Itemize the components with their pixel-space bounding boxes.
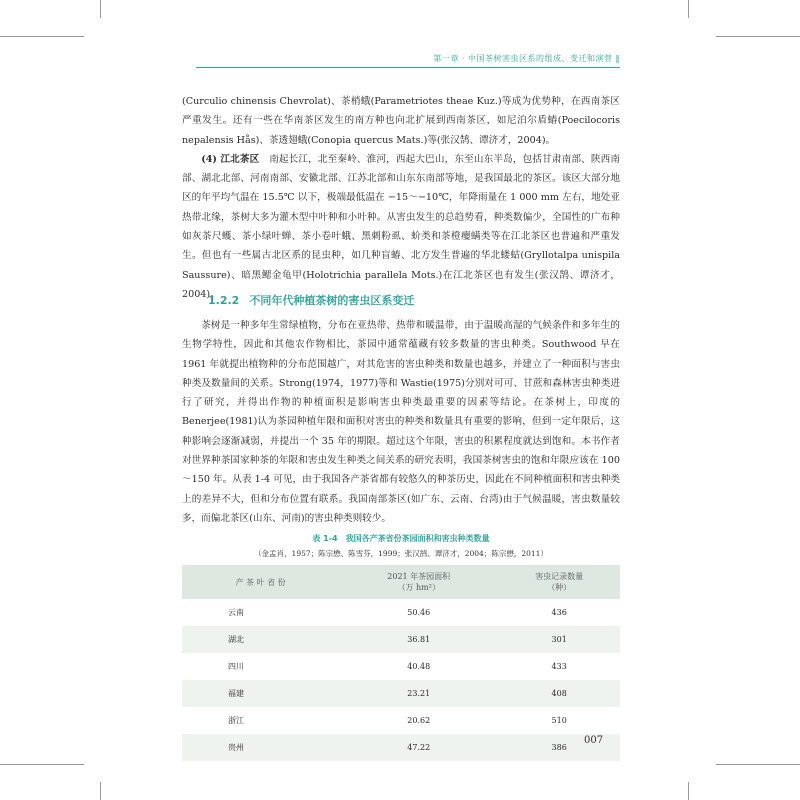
cell-area: 47.22 [407, 743, 431, 752]
paragraph-1: (Curculio chinensis Chevrolat)、茶梢蛾(Parametriotes theae Kuz.)等成为优势种，在西南茶区严重发生。还有一些在华南茶区发生的南方种也向北扩展到西南茶区，如尼泊尔盾蝽(Poecilocoris nepalensis Hås)、茶透翅蛾(Conopia quercus Mats.)等(张汉鹄、谭济才，2004)。 [182, 96, 620, 146]
header-area-unit: （万 hm²） [397, 583, 440, 592]
header-province: 产 茶 叶 省 份 [235, 577, 286, 587]
cell-province: 浙江 [228, 716, 244, 725]
section-heading [208, 292, 414, 308]
cell-pests: 510 [551, 716, 567, 725]
table-row [182, 626, 620, 653]
region-label: (4) 江北茶区 [201, 153, 260, 165]
crop-mark [688, 782, 689, 800]
header-pests [498, 565, 620, 599]
crop-mark [0, 764, 84, 765]
crop-mark [716, 36, 800, 37]
section-title: 不同年代种植茶树的害虫区系变迁 [249, 294, 415, 307]
page-number: 007 [584, 735, 604, 746]
header-pests-label: 害虫记录数量 [535, 572, 584, 581]
header-area-label: 2021 年茶园面积 [387, 572, 451, 581]
cell-province: 湖北 [228, 635, 244, 644]
section-number: 1.2.2 [208, 294, 240, 307]
pest-table [182, 565, 620, 761]
crop-mark [688, 0, 689, 18]
body-block-top [182, 92, 620, 304]
cell-pests: 301 [551, 635, 567, 644]
paragraph-3: 茶树是一种多年生常绿植物，分布在亚热带、热带和暖温带，由于温暖高湿的气候条件和多年生的生物学特性，因此和其他农作物相比，茶园中通常蕴藏有较多数量的害虫种类。Southwood 早在 1961 年就提出植物种的分布范围越广，对其危害的害虫种类和数量也越多，并建立了一种面积与害虫种类及数量间的关系。Strong(1974，1977)等和 Wastie(1975)分别对可可、甘蔗和森林害虫种类进行了研究，并得出作物的种植面积是影响害虫种类最重要的因素等结论。在茶树上，印度的 Benerjee(1981)认为茶园种植年限和面积对害虫的种类和数量具有重要的影响，但到一定年限后，这种影响会逐渐减弱，并提出一个 35 年的期限。超过这个年限，害虫的积累程度就达到饱和。本书作者对世界种茶国家种茶的年限和害虫发生种类之间关系的研究表明，我国茶树害虫的饱和年限应该在 100～150 年。从表 1-4 可见，由于我国各产茶省都有较悠久的种茶历史，因此在不同种植面积和害虫种类上的差异不大，但和分布位置有联系。我国南部茶区(如广东、云南、台湾)由于气候温暖，害虫数量较多，而偏北茶区(山东、河南)的害虫种类则较少。 [182, 320, 620, 524]
crop-mark [100, 782, 101, 800]
table-header-row [182, 565, 620, 599]
cell-pests: 386 [551, 743, 567, 752]
cell-area: 36.81 [407, 635, 431, 644]
cell-pests: 408 [551, 689, 567, 698]
cell-pests: 433 [551, 662, 567, 671]
table-caption: 表 1-4 我国各产茶省份茶园面积和害虫种类数量 [312, 534, 490, 543]
table-row [182, 653, 620, 680]
table-row [182, 680, 620, 707]
paragraph-2-text: 南起长江，北至秦岭、淮河，西起大巴山，东至山东半岛，包括甘肃南部、陕西南部、湖北北部、河南南部、安徽北部、江苏北部和山东东南部等地，是我国最北的茶区。该区大部分地区的年平均气温在 15.5℃ 以下，极端最低温在 −15～−10℃，年降雨量在 1 000 mm 左右，地处亚热带北缘，茶树大多为灌木型中叶种和小叶种。从害虫发生的总趋势看，种类数偏少，全国性的广布种如灰茶尺蠖、茶小绿叶蝉、茶小卷叶蛾、黑刺粉虱、蚧类和茶橙瘿螨类等在江北茶区也普遍和严重发生。但也有一些属古北区系的昆虫种，如几种盲蝽、北方发生普遍的华北蝼蛄(Gryllotalpa unispila Saussure)、暗黑鳃金龟甲(Holotrichia parallela Mots.)在江北茶区也有发生(张汉鹄、谭济才，2004)。 [182, 153, 621, 300]
cell-province: 贵州 [228, 743, 244, 752]
header-area [339, 565, 498, 599]
paragraph-2 [182, 150, 620, 304]
running-header [196, 44, 620, 68]
cell-province: 福建 [228, 689, 244, 698]
crop-mark [100, 0, 101, 18]
cell-area: 23.21 [407, 689, 431, 698]
body-block-bottom [182, 316, 620, 528]
table-row [182, 599, 620, 626]
cell-pests: 436 [551, 608, 567, 617]
table-row [182, 734, 620, 761]
crop-mark [716, 764, 800, 765]
cell-province: 四川 [228, 662, 244, 671]
running-header-text: 第一章 · 中国茶树害虫区系的组成、变迁和演替 ‖ [433, 54, 620, 63]
table-source: （金孟肖，1957；陈宗懋、陈雪芬，1999；张汉鹄、谭济才，2004；陈宗懋，2011） [254, 549, 548, 558]
cell-area: 50.46 [407, 608, 431, 617]
header-pests-unit: （种） [547, 583, 572, 592]
table-row [182, 707, 620, 734]
crop-mark [0, 36, 84, 37]
cell-province: 云南 [228, 608, 244, 617]
cell-area: 40.48 [407, 662, 431, 671]
cell-area: 20.62 [407, 716, 431, 725]
